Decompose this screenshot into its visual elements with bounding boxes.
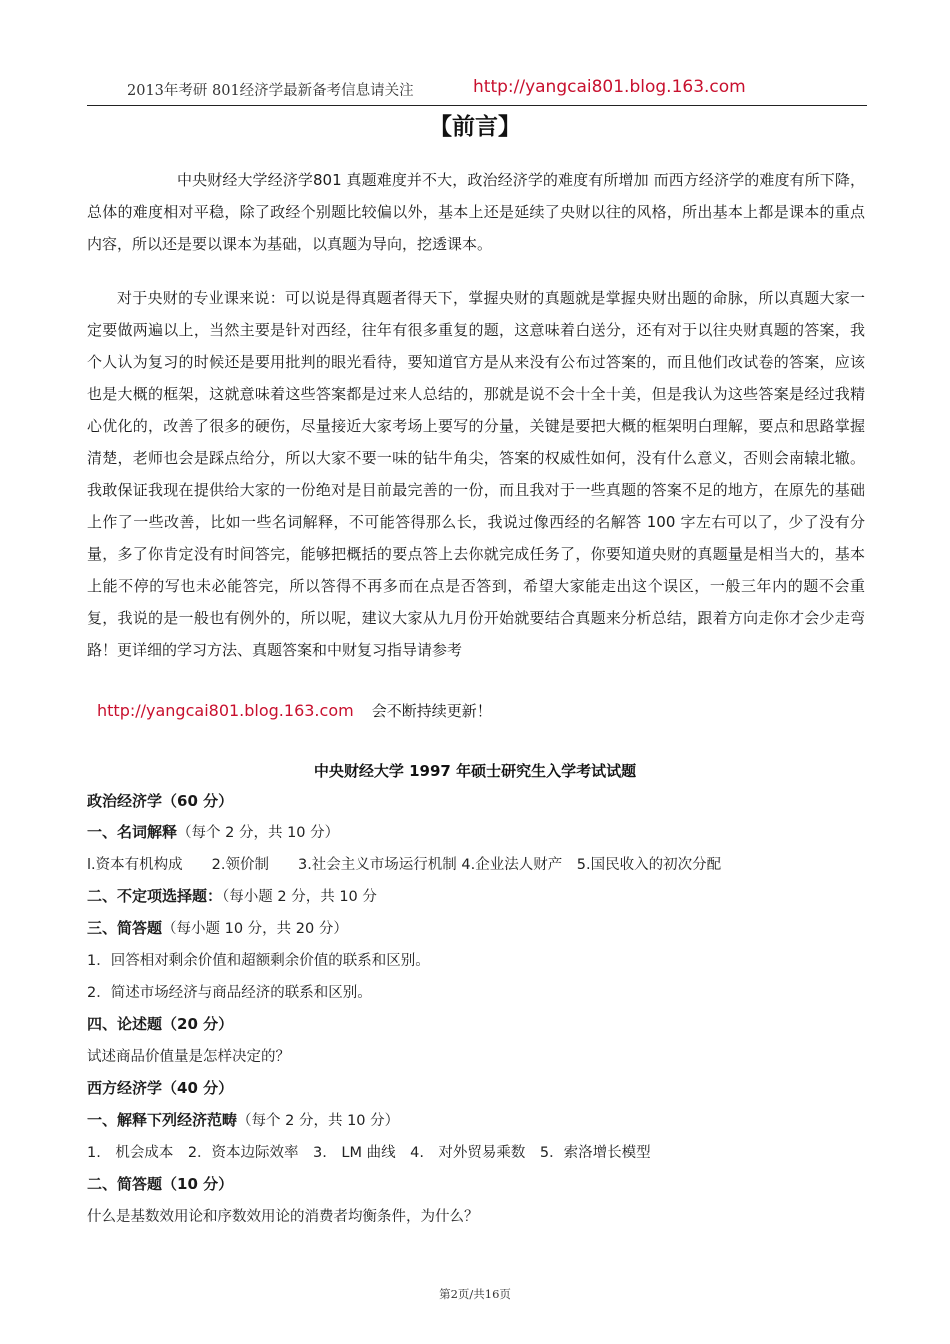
pol-s4-question: 试述商品价值量是怎样决定的？	[87, 1049, 290, 1065]
west-s1-note: （每个 2 分，共 10 分）	[237, 1113, 400, 1129]
exam-title: 中央财经大学 1997 年硕士研究生入学考试试题	[313, 762, 637, 780]
pol-section-1	[87, 821, 339, 842]
west-section-1	[87, 1109, 399, 1130]
header-text: 2013年考研 801经济学最新备考信息请关注	[127, 83, 414, 99]
pol-s3-question-1: 1．回答相对剩余价值和超额剩余价值的联系和区别。	[87, 953, 430, 969]
intro-paragraph-1: 中央财经大学经济学801 真题难度并不大，政治经济学的难度有所增加 而西方经济学的难度有所下降，总体的难度相对平稳，除了政经个别题比较偏以外，基本上还是延续了央财以往的风格，所出基本上都是课本的重点内容，所以还是要以课本为基础，以真题为导向，挖透课本。	[87, 171, 865, 253]
west-s2-title: 二、简答题（10 分）	[87, 1175, 234, 1193]
pol-section-2	[87, 885, 377, 906]
pol-s2-title: 二、不定项选择题：	[87, 887, 223, 905]
blog-link[interactable]: http://yangcai801.blog.163.com	[97, 701, 354, 720]
pol-s4-title: 四、论述题（20 分）	[87, 1015, 234, 1033]
pol-s1-items: l.资本有机构成 2.领价制 3.社会主义市场运行机制 4.企业法人财产 5.国民收入的初次分配	[87, 857, 722, 873]
western-economics-heading: 西方经济学（40 分）	[87, 1079, 234, 1097]
pol-section-3	[87, 917, 348, 938]
political-economy-heading: 政治经济学（60 分）	[87, 792, 234, 810]
west-s1-title: 一、解释下列经济范畴	[87, 1111, 238, 1129]
page-number: 第2页/共16页	[439, 1287, 511, 1301]
pol-s1-title: 一、名词解释	[87, 823, 178, 841]
pol-s3-question-2: 2．简述市场经济与商品经济的联系和区别。	[87, 985, 372, 1001]
pol-s3-note: （每小题 10 分，共 20 分）	[162, 921, 348, 937]
intro-paragraph-2: 对于央财的专业课来说：可以说是得真题者得天下，掌握央财的真题就是掌握央财出题的命脉，所以真题大家一定要做两遍以上，当然主要是针对西经，往年有很多重复的题，这意味着白送分，还有对于以往央财真题的答案，我个人认为复习的时候还是要用批判的眼光看待，要知道官方是从来没有公布过答案的，而且他们改试卷的答案，应该也是大概的框架，这就意味着这些答案都是过来人总结的，那就是说不会十全十美，但是我认为这些答案是经过我精心优化的，改善了很多的硬伤，尽量接近大家考场上要写的分量，关键是要把大概的框架明白理解，要点和思路掌握清楚，老师也会是踩点给分，所以大家不要一味的钻牛角尖，答案的权威性如何，没有什么意义，否则会南辕北辙。我敢保证我现在提供给大家的一份绝对是目前最完善的一份，而且我对于一些真题的答案不足的地方，在原先的基础上作了一些改善，比如一些名词解释，不可能答得那么长，我说过像西经的名解答 100 字左右可以了，少了没有分量，多了你肯定没有时间答完，能够把概括的要点答上去你就完成任务了，你要知道央财的真题量是相当大的，基本上能不停的写也未必能答完，所以答得不再多而在点是否答到，希望大家能走出这个误区，一般三年内的题不会重复，我说的是一般也有例外的，所以呢，建议大家从九月份开始就要结合真题来分析总结，跟着方向走你才会少走弯路！更详细的学习方法、真题答案和中财复习指导请参考	[87, 289, 865, 659]
west-s1-items: 1. 机会成本 2．资本边际效率 3. LM 曲线 4. 对外贸易乘数 5．索洛增长模型	[87, 1145, 651, 1161]
blog-link-line	[97, 700, 492, 721]
pol-s1-note: （每个 2 分，共 10 分）	[177, 825, 340, 841]
pol-s3-title: 三、简答题	[87, 919, 163, 937]
update-note: 会不断持续更新！	[371, 702, 492, 720]
pol-s2-note: （每小题 2 分，共 10 分	[222, 889, 377, 905]
header-blog-link[interactable]: http://yangcai801.blog.163.com	[473, 77, 746, 97]
west-s2-question: 什么是基数效用论和序数效用论的消费者均衡条件，为什么？	[87, 1209, 479, 1225]
page-title: 【前言】	[429, 114, 521, 140]
page-header	[87, 77, 867, 106]
